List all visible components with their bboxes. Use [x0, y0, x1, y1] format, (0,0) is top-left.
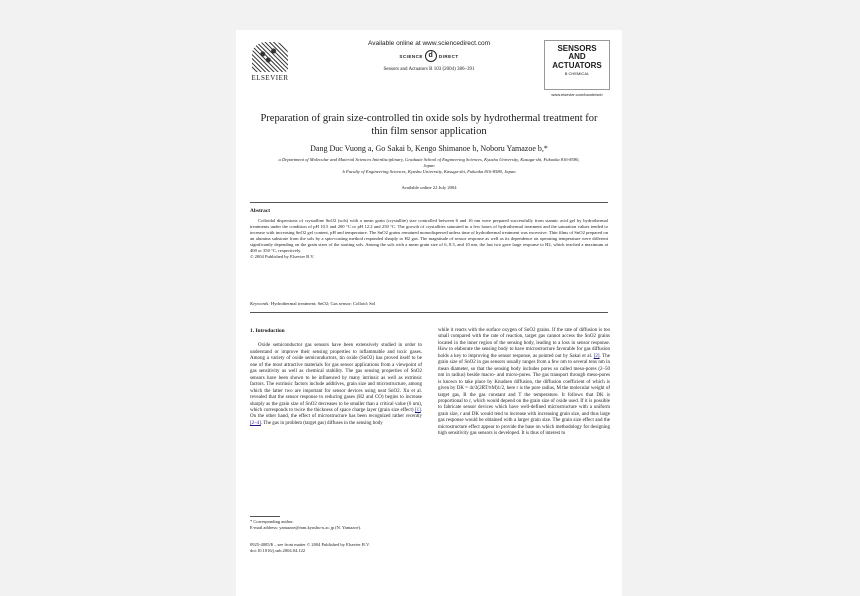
imprint [250, 542, 450, 554]
journal-logo-line1: SENSORS [557, 44, 597, 53]
available-online-date: Available online 22 July 2004 [401, 185, 457, 190]
footnote [250, 519, 422, 531]
section-heading-introduction: 1. Introduction [250, 328, 285, 334]
sd-at-icon: d [425, 50, 437, 62]
journal-logo-line2: AND [568, 52, 586, 61]
abstract-text: Colloidal dispersions of crystalline SnO2 (sols) with a mean grain (crystallite) size controlled between 6 and 16 nm were prepared successfully from stannic acid gel by hydrothermal treatments under the condition of pH 10.5 and 200 °C or pH 12.2 and 250 °C. The growth of crystallites saturated in a few hours of hydrothermal treatment and the saturation values tended to increase with increasing SnO2 gel content, pH and temperature. The SnO2 grains remained monodispersed unless time of hydrothermal treatment was excessive. Thin films of SnO2 prepared on an alumina substrate from the sols by a spin-coating method responded sharply to H2 gas. The magnitude of sensor response as well as its dependence on operating temperature were different significantly depending on the grain sizes of the starting sols. Among the sols with a mean grain size of 6, 8.5, and 10 nm, the last two gave large response to H2, which reached a maximum at 400 or 350 °C, respectively. [250, 218, 608, 253]
ref-link-2[interactable]: [2] [593, 353, 600, 359]
imprint-line-1: 0925-4005/$ – see front matter © 2004 Published by Elsevier B.V. [250, 542, 370, 547]
doi-line[interactable]: doi:10.1016/j.snb.2004.04.122 [250, 548, 306, 553]
corresponding-author-note: * Corresponding author. [250, 519, 294, 524]
abstract-heading: Abstract [250, 208, 271, 214]
abstract-bottom-rule [250, 312, 608, 313]
paper-page [236, 30, 622, 596]
keywords [250, 301, 608, 306]
abstract-body [250, 218, 608, 260]
elsevier-logo [250, 42, 290, 86]
affiliation-b: b Faculty of Engineering Sciences, Kyushu University, Kasuga-shi, Fukuoka 816-8580, Japan [342, 169, 516, 174]
abstract-top-rule [250, 202, 608, 203]
intro-paragraph-1: Oxide semiconductor gas sensors have been extensively studied in order to understand or improve their sensing properties to inflammable and toxic gases. Among a variety of oxide semiconductors, tin oxide (SnO2) has proved itself to be one of the most attractive materials for gas sensor applications from a viewpoint of gas sensitivity as well as chemical stability. The gas sensing properties of SnO2 sensors have been shown to be influenced by many intrinsic as well as extrinsic factors. The extrinsic factors include additives, grain size and microstructure, among which the latter two are important for sensor devices using neat SnO2. Xu et al. revealed that the sensor response to reducing gases (H2 and CO) begins to increase sharply as the grain size of SnO2 decreases to be smaller than a critical value (6 nm), which corresponds to twice the thickness of space charge layer (grain size effect) [1]. On the other hand, the effect of microstructure has been recognized rather recently [2–4]. The gas in problem (target gas) diffuses in the sensing body [250, 343, 422, 426]
intro-paragraph-1-continued: while it reacts with the surface oxygen of SnO2 grains. If the rate of diffusion is too small compared with the rate of reaction, target gas cannot access the SnO2 grains located in the inner region of the sensing body, leading to a loss in sensor response. How to elaborate the sensing body to have microstructure favorable for gas diffusion holds a key to improving the sensor response, as pointed out by Sakai et al. [2]. The grain size of SnO2 in gas sensors usually ranges from a few nm to several tens nm in mean diameter, so that the sensing body includes pores so called meso-pores (2–50 nm in radius) beside macro- and micro-pores. The gas transport through meso-pores is known to take place by Knudsen diffusion, the diffusion coefficient of which is given by DK = 4r/3(2RT/πM)1/2, here r is the pore radius, M the molecular weight of target gas, R the gas constant and T the temperature. It follows that DK is proportional to r, which would depend on the grain size of oxide used. If it is possible to fabricate sensor devices which have well-defined microstructure with a uniform grain size, r and DK would tend to increase with increasing grain size, and thus large gas response would be obtained with a larger grain size. The grain size effect and the microstructure effect appear to provide the base on which methodology for designing high sensitivity gas sensors is developed. It is thus of interest to [438, 328, 610, 437]
sciencedirect-logo [381, 50, 477, 62]
ref-link-2-4[interactable]: [2–4] [250, 420, 261, 426]
paper-title: Preparation of grain size-controlled tin oxide sols by hydrothermal treatment for thin film sensor application [260, 113, 598, 137]
paper-authors: Dang Duc Vuong a, Go Sakai b, Kengo Shimanoe b, Noboru Yamazoe b,* [310, 144, 548, 153]
right-column [438, 328, 610, 438]
keywords-label: Keywords: [250, 301, 270, 306]
publisher-name: ELSEVIER [251, 74, 289, 82]
journal-header [336, 40, 522, 72]
sd-right-text: DIRECT [438, 53, 459, 59]
email-note: E-mail address: yamazoe@mm.kyushu-u.ac.jp (N. Yamazoe). [250, 525, 362, 530]
footnote-rule [250, 516, 280, 517]
affiliations [276, 157, 582, 175]
keywords-text: Hydrothermal treatment; SnO2; Gas sensor; Colloid; Sol [270, 301, 376, 306]
journal-reference: Sensors and Actuators B 103 (2004) 386–391 [383, 67, 475, 72]
elsevier-tree-icon [252, 42, 288, 72]
available-online-banner: Available online at www.sciencedirect.com [368, 40, 490, 47]
journal-logo [544, 40, 610, 97]
journal-logo-line4: B CHEMICAL [564, 71, 590, 76]
abstract-copyright: © 2004 Published by Elsevier B.V. [250, 254, 315, 259]
sd-left-text: SCIENCE [399, 53, 423, 59]
journal-logo-line3: ACTUATORS [552, 61, 602, 70]
left-column [250, 328, 422, 427]
affiliation-a: a Department of Molecular and Material Sciences Interdisciplinary, Graduate School of Engineering Sciences, Kyushu University, Kasuga-shi, Fukuoka 816-8580, Japan [278, 157, 580, 168]
ref-link-1[interactable]: [1] [414, 407, 421, 413]
journal-url[interactable]: www.elsevier.com/locate/snb [551, 92, 603, 97]
